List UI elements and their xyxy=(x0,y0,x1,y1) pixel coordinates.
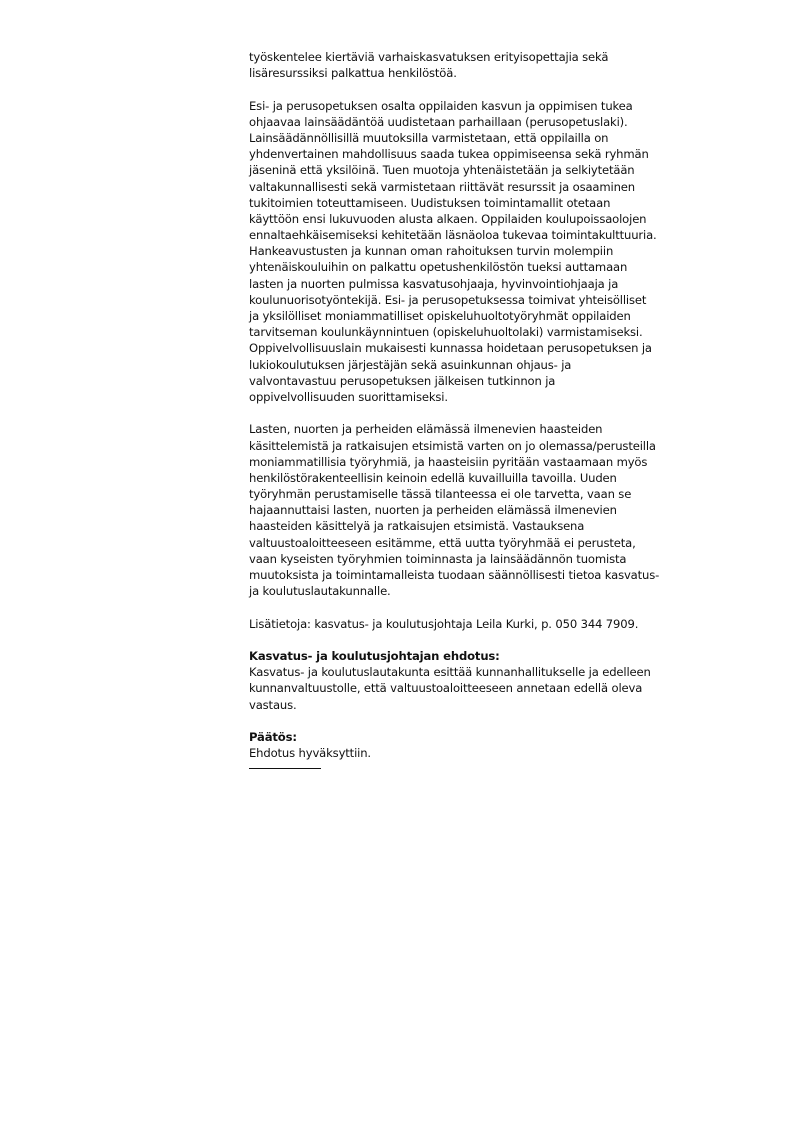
spacer xyxy=(249,713,749,729)
proposal-line: kunnanvaltuustolle, että valtuustoaloitteeseen annetaan edellä oleva xyxy=(249,681,643,696)
proposal-heading: Kasvatus- ja koulutusjohtajan ehdotus: xyxy=(249,648,500,663)
text-line: oppivelvollisuuden suorittamiseksi. xyxy=(249,389,448,404)
text-line: käsittelemistä ja ratkaisujen etsimistä varten on jo olemassa/perusteilla xyxy=(249,438,656,453)
body-text xyxy=(249,49,749,648)
text-line: lukiokoulutuksen järjestäjän sekä asuinkunnan ohjaus- ja xyxy=(249,357,572,372)
text-line: Esi- ja perusopetuksen osalta oppilaiden kasvun ja oppimisen tukea xyxy=(249,98,633,113)
text-line: valtakunnallisesti sekä varmistetaan riittävät resurssit ja osaaminen xyxy=(249,179,635,194)
text-line: Lasten, nuorten ja perheiden elämässä ilmenevien haasteiden xyxy=(249,422,603,437)
paragraph xyxy=(249,421,749,599)
decision-text: Ehdotus hyväksyttiin. xyxy=(249,746,371,761)
text-line: jäseninä että yksilöinä. Tuen muotoja yhtenäistetään ja selkiytetään xyxy=(249,163,635,178)
text-line: haasteiden käsittelyä ja ratkaisujen etsimistä. Vastauksena xyxy=(249,519,585,534)
text-line: moniammatillisia työryhmiä, ja haasteisiin pyritään vastaamaan myös xyxy=(249,454,648,469)
text-line: ohjaavaa lainsäädäntöä uudistetaan parhaillaan (perusopetuslaki). xyxy=(249,114,628,129)
text-line: koulunuorisotyöntekijä. Esi- ja perusopetuksessa toimivat yhteisölliset xyxy=(249,292,647,307)
paragraph xyxy=(249,616,749,632)
paragraph xyxy=(249,98,749,406)
text-line: Oppivelvollisuuslain mukaisesti kunnassa hoidetaan perusopetuksen ja xyxy=(249,341,652,356)
text-line: valvontavastuu perusopetuksen jälkeisen tutkinnon ja xyxy=(249,373,556,388)
text-line: Lainsäädännöllisillä muutoksilla varmistetaan, että oppilailla on xyxy=(249,130,609,145)
spacer xyxy=(249,632,749,648)
text-line: henkilöstörakenteellisin keinoin edellä kuvailluilla tavoilla. Uuden xyxy=(249,470,617,485)
text-line: yhtenäiskouluihin on palkattu opetushenkilöstön tueksi auttamaan xyxy=(249,260,628,275)
spacer xyxy=(249,599,749,615)
text-line: tukitoimien toteuttamiseen. Uudistuksen toimintamallit otetaan xyxy=(249,195,611,210)
text-line: lisäresurssiksi palkattua henkilöstöä. xyxy=(249,66,457,81)
text-line: muutoksista ja toimintamalleista tuodaan säännöllisesti tietoa kasvatus- xyxy=(249,568,660,582)
text-line: työskentelee kiertäviä varhaiskasvatuksen erityisopettajia sekä xyxy=(249,50,609,64)
paragraph xyxy=(249,49,749,81)
text-line: ennaltaehkäisemiseksi kehitetään läsnäoloa tukevaa toimintakulttuuria. xyxy=(249,228,657,243)
text-line: yhdenvertainen mahdollisuus saada tukea oppimiseensa sekä ryhmän xyxy=(249,147,649,162)
text-line: lasten ja nuorten pulmissa kasvatusohjaaja, hyvinvointiohjaaja ja xyxy=(249,276,619,291)
text-line: Hankeavustusten ja kunnan oman rahoituksen turvin molempiin xyxy=(249,244,614,259)
decision-heading: Päätös: xyxy=(249,729,297,744)
proposal-line: vastaus. xyxy=(249,697,297,712)
proposal-text xyxy=(249,664,749,713)
text-line: ja koulutuslautakunnalle. xyxy=(249,584,391,599)
text-line: ja yksilölliset moniammatilliset opiskeluhuoltotyöryhmät oppilaiden xyxy=(249,309,631,323)
text-line: käyttöön ensi lukuvuoden alusta alkaen. Oppilaiden koulupoissaolojen xyxy=(249,211,647,226)
proposal-line: Kasvatus- ja koulutuslautakunta esittää kunnanhallitukselle ja edelleen xyxy=(249,665,651,680)
text-line: valtuustoaloitteeseen esitämme, että uutta työryhmää ei perusteta, xyxy=(249,535,636,550)
text-line: vaan kyseisten työryhmien toiminnasta ja lainsäädännön tuomista xyxy=(249,551,627,566)
text-line: työryhmän perustamiselle tässä tilanteessa ei ole tarvetta, vaan se xyxy=(249,487,632,502)
text-line: Lisätietoja: kasvatus- ja koulutusjohtaja Leila Kurki, p. 050 344 7909. xyxy=(249,616,639,631)
spacer xyxy=(249,405,749,421)
text-line: hajaannuttaisi lasten, nuorten ja perheiden elämässä ilmenevien xyxy=(249,503,617,518)
spacer xyxy=(249,81,749,97)
end-rule xyxy=(249,768,321,769)
text-line: tarvitseman koulunkäynnintuen (opiskeluhuoltolaki) varmistamiseksi. xyxy=(249,325,643,340)
document-page xyxy=(249,49,749,769)
